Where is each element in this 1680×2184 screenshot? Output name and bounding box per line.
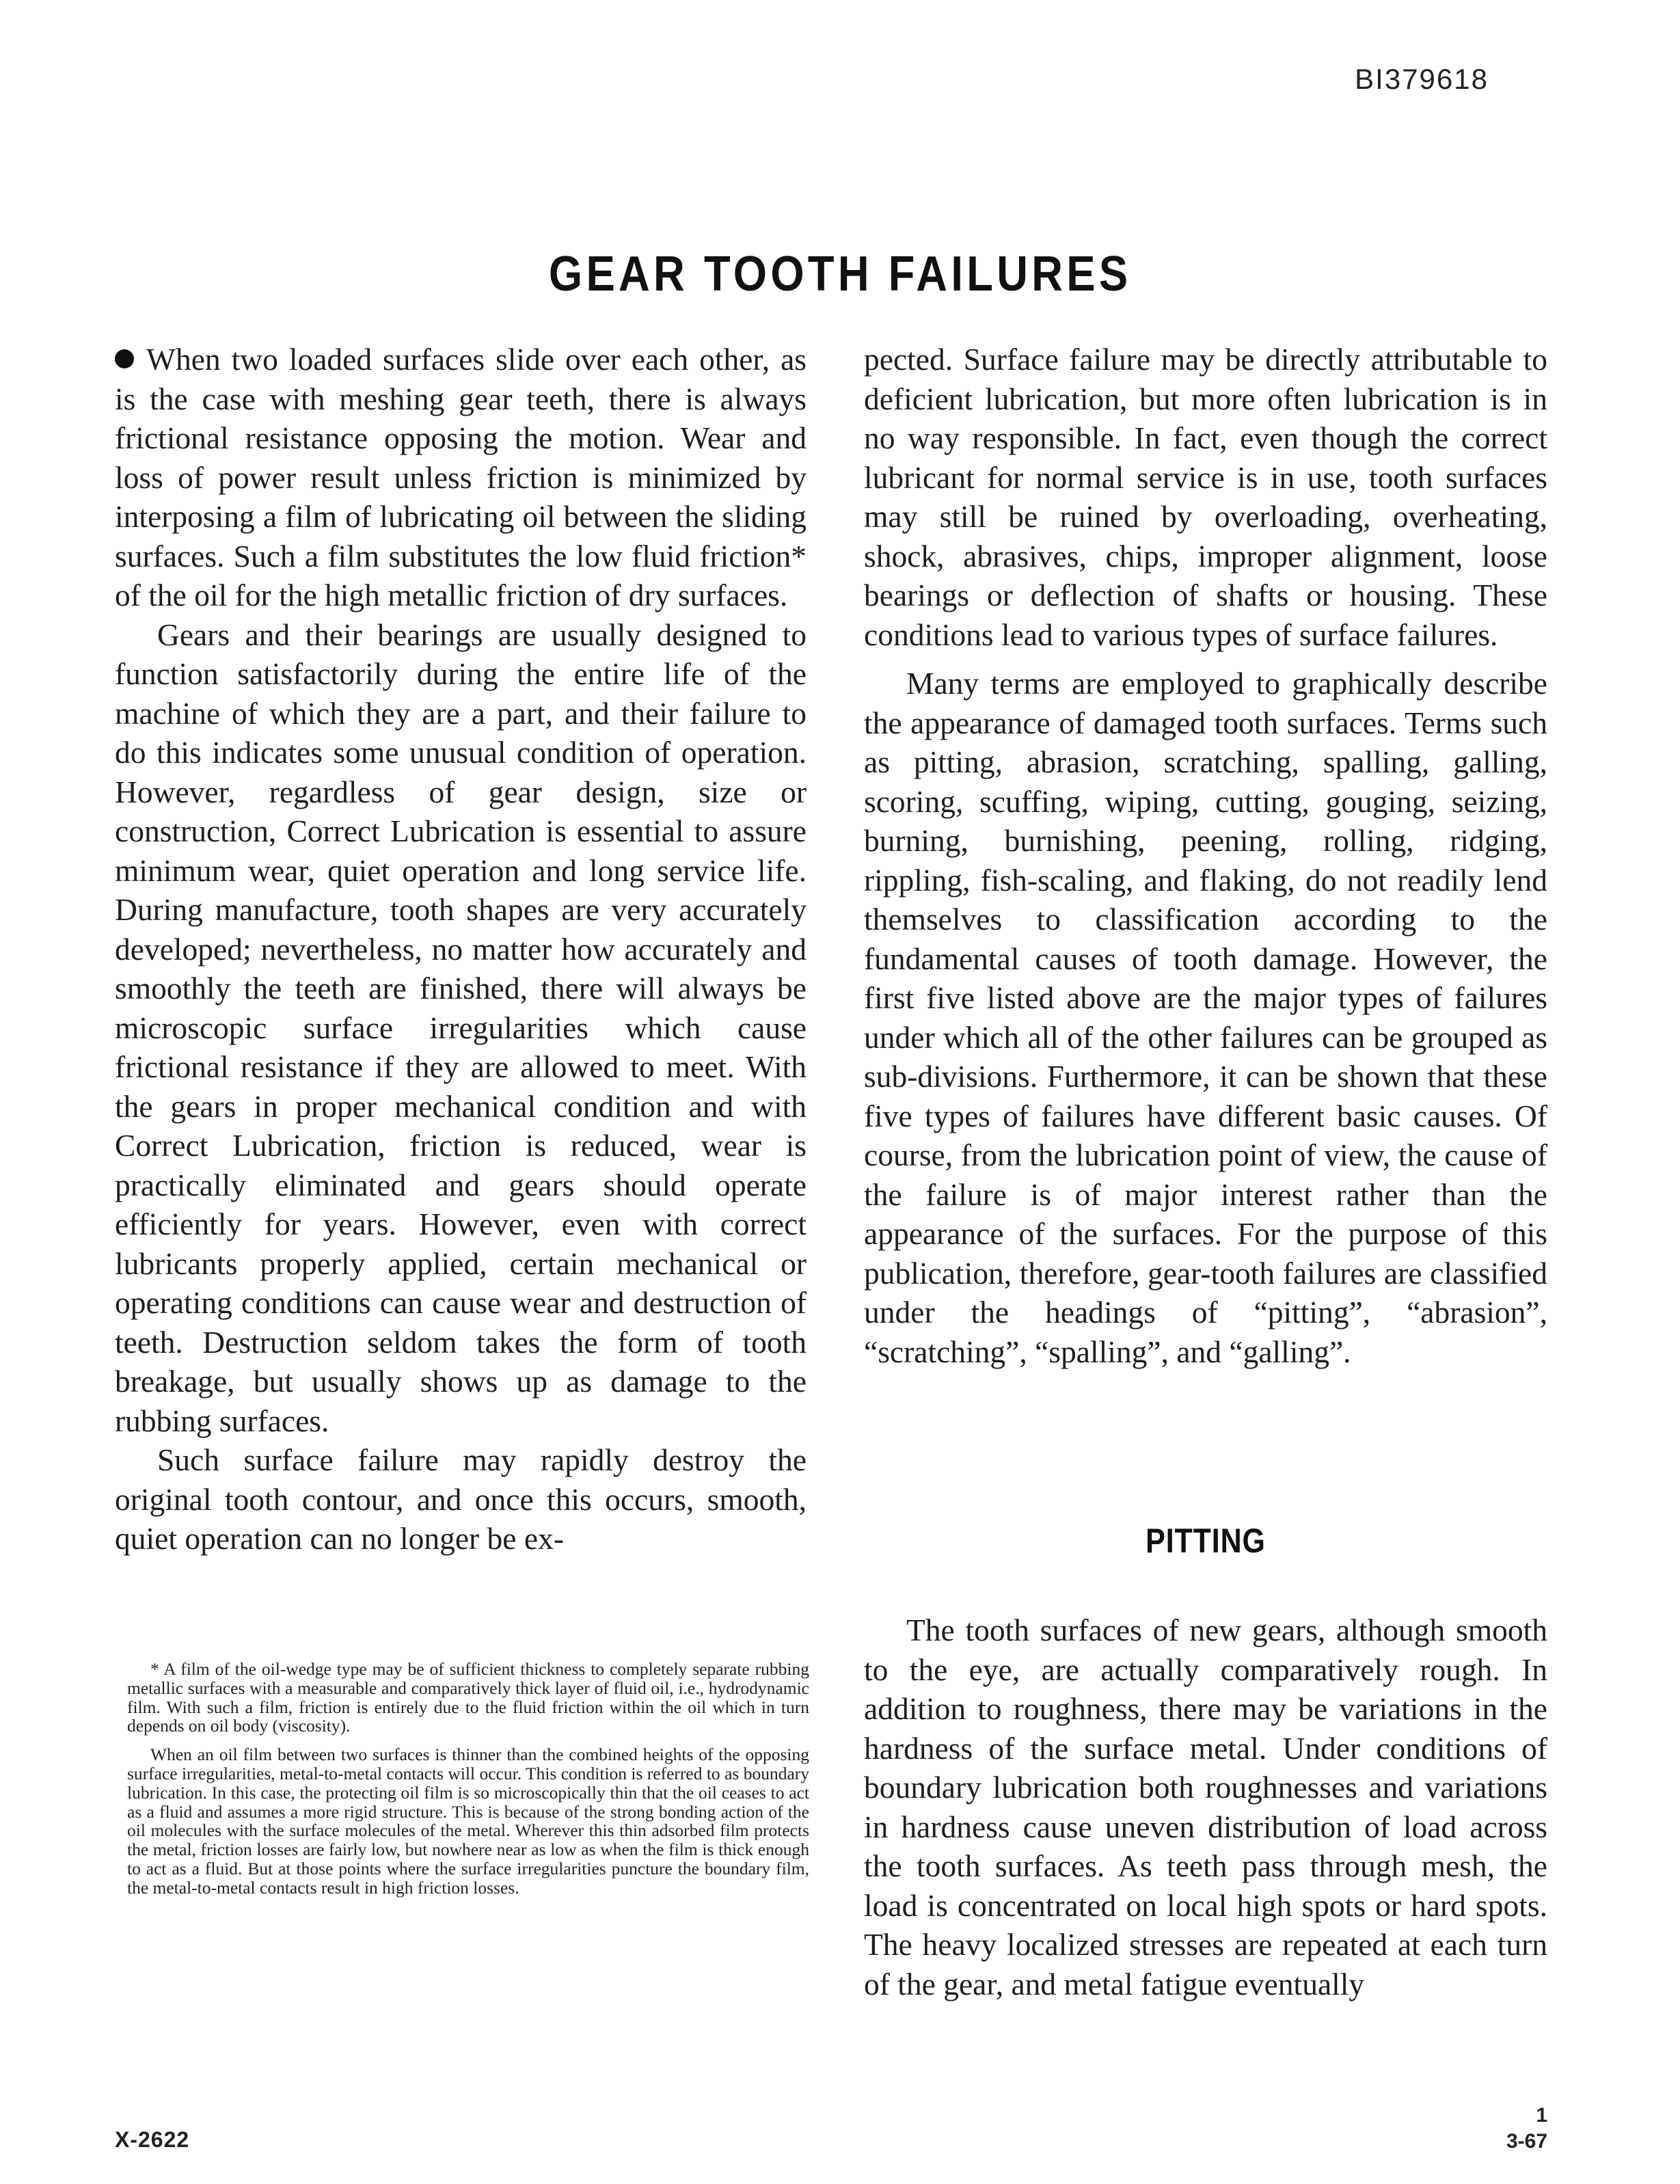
bullet-icon [115, 349, 134, 368]
paragraph-intro [115, 340, 807, 615]
document-code: X-2622 [115, 2127, 190, 2152]
document-id: BI379618 [1355, 63, 1489, 95]
footnote-boundary-lubrication: When an oil film between two surfaces is thinner than the combined heights of the opposing surface irregularities, metal-to-metal contacts will occur. This condition is referred to as boundary lubrication. In this case, the protecting oil film is so microscopically thin that the oil ceases to act as a fluid and assumes a more rigid structure. This is because of the strong bonding action of the oil molecules with the surface molecules of the metal. Wherever this thin adsorbed film protects the metal, friction losses are fairly low, but nowhere near as low as when the film is thick enough to act as a fluid. But at those points where the surface irregularities puncture the boundary film, the metal-to-metal contacts result in high friction losses. [127, 1744, 809, 1898]
right-column [864, 340, 1547, 1371]
page-number: 1 [1536, 2104, 1547, 2127]
page-footer-right [1506, 2103, 1547, 2155]
left-column [115, 340, 807, 1559]
paragraph-gears-bearings: Gears and their bearings are usually designed to function satisfactorily during the entire life of the machine of which they are a part, and their failure to do this indicates some unusual condition of operation. However, regardless of gear design, size or construction, Correct Lubrication is essential to assure minimum wear, quiet operation and long service life. During manufacture, tooth shapes are very accurately developed; nevertheless, no matter how accurately and smoothly the teeth are finished, there will always be microscopic surface irregularities which cause frictional resistance if they are allowed to meet. With the gears in proper mechanical condition and with Correct Lubrication, friction is reduced, wear is practically eliminated and gears should operate efficiently for years. However, even with correct lubricants properly applied, certain mechanical or operating conditions can cause wear and destruction of teeth. Destruction seldom takes the form of tooth breakage, but usually shows up as damage to the rubbing surfaces. [115, 617, 807, 1438]
footnotes [127, 1660, 809, 1898]
pitting-column [864, 1610, 1547, 2004]
paragraph-terms: Many terms are employed to graphically describe the appearance of damaged tooth surfaces. Terms such as pitting, abrasion, scratching, spalling, galling, scoring, scuffing, wiping, cutting, gouging, seizing, burning, burnishing, peening, rolling, ridging, rippling, fish-scaling, and flaking, do not readily lend themselves to classification according to the fundamental causes of tooth damage. However, the first five listed above are the major types of failures under which all of the other failures can be grouped as sub-divisions. Furthermore, it can be shown that these five types of failures have different basic causes. Of course, from the lubrication point of view, the cause of the failure is of major interest rather than the appearance of the surfaces. For the purpose of this publication, therefore, gear-tooth failures are classified under the headings of “pitting”, “abrasion”, “scratching”, “spalling”, and “galling”. [864, 666, 1547, 1369]
page-title: GEAR TOOTH FAILURES [548, 247, 1132, 301]
paragraph-surface-failure: Such surface failure may rapidly destroy the original tooth contour, and once this occurs, smooth, quiet operation can no longer be ex- [115, 1442, 807, 1556]
paragraph-pitting: The tooth surfaces of new gears, although smooth to the eye, are actually comparatively rough. In addition to roughness, there may be variations in the hardness of the surface metal. Under conditions of boundary lubrication both roughnesses and variations in hardness cause uneven distribution of load across the tooth surfaces. As teeth pass through mesh, the load is concentrated on local high spots or hard spots. The heavy localized stresses are repeated at each turn of the gear, and metal fatigue eventually [864, 1613, 1547, 2001]
paragraph-continued: pected. Surface failure may be directly attributable to deficient lubrication, but more often lubrication is in no way responsible. In fact, even though the correct lubricant for normal service is in use, tooth surfaces may still be ruined by overloading, overheating, shock, abrasives, chips, improper alignment, loose bearings or deflection of shafts or housing. These conditions lead to various types of surface failures. [864, 342, 1547, 652]
footnote-oil-wedge: * A film of the oil-wedge type may be of sufficient thickness to completely separate rubbing metallic surfaces with a measurable and comparatively thick layer of fluid oil, i.e., hydrodynamic film. With such a film, friction is entirely due to the fluid friction within the oil which in turn depends on oil body (viscosity). [127, 1659, 809, 1736]
paragraph-intro-text: When two loaded surfaces slide over each other, as is the case with meshing gear teeth, there is always frictional resistance opposing the motion. Wear and loss of power result unless friction is minimized by interposing a film of lubricating oil between the sliding surfaces. Such a film substitutes the low fluid friction* of the oil for the high metallic friction of dry surfaces. [115, 342, 807, 612]
date-code: 3-67 [1506, 2130, 1547, 2153]
section-heading-pitting: PITTING [1146, 1522, 1266, 1560]
